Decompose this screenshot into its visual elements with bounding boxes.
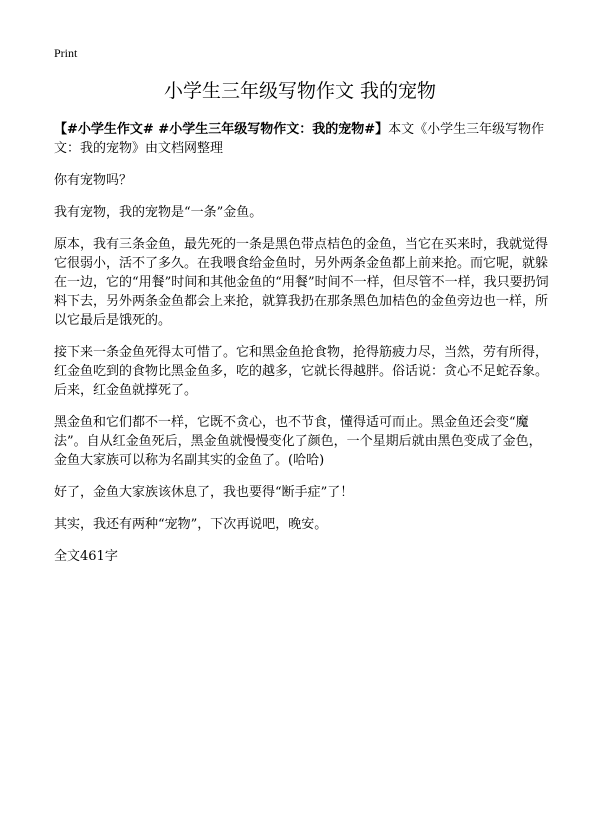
paragraph-7: 其实，我还有两种“宠物”，下次再说吧，晚安。 xyxy=(54,517,328,532)
article-body xyxy=(54,120,550,579)
print-link[interactable]: Print xyxy=(54,46,78,60)
intro-tags: 【#小学生作文# #小学生三年级写物作文：我的宠物#】 xyxy=(54,122,389,137)
article-title: 小学生三年级写物作文 我的宠物 xyxy=(163,80,437,102)
paragraph-5: 黑金鱼和它们都不一样，它既不贪心，也不节食，懂得适可而止。黑金鱼还会变“魔法”。自从红金鱼死后，黑金鱼就慢慢变化了颜色，一个星期后就由黑色变成了金色，金鱼大家族可以称为名副其实的金鱼了。(哈哈) xyxy=(54,415,542,468)
paragraph-3: 原本，我有三条金鱼，最先死的一条是黑色带点桔色的金鱼，当它在买来时，我就觉得它很弱小，活不了多久。在我喂食给金鱼时，另外两条金鱼都上前来抢。而它呢，就躲在一边，它的“用餐”时间和其他金鱼的“用餐”时间不一样，但尽管不一样，我只要扔饲料下去，另外两条金鱼都会上来抢，就算我扔在那条黑色加桔色的金鱼旁边也一样，所以它最后是饿死的。 xyxy=(54,237,549,328)
paragraph-4: 接下来一条金鱼死得太可惜了。它和黑金鱼抢食物，抢得筋疲力尽，当然，劳有所得，红金鱼吃到的食物比黑金鱼多，吃的越多，它就长得越胖。俗话说：贪心不足蛇吞象。后来，红金鱼就撑死了。 xyxy=(54,345,549,398)
intro-text: 本文《小学生三年级写物作文：我的宠物》由文档网整理 xyxy=(54,122,545,156)
word-count: 全文461字 xyxy=(54,549,118,564)
paragraph-2: 我有宠物，我的宠物是“一条”金鱼。 xyxy=(54,205,263,220)
paragraph-6: 好了，金鱼大家族该休息了，我也要得“断手症”了！ xyxy=(54,485,354,500)
article-intro xyxy=(54,120,550,158)
paragraph-1: 你有宠物吗？ xyxy=(54,173,133,188)
